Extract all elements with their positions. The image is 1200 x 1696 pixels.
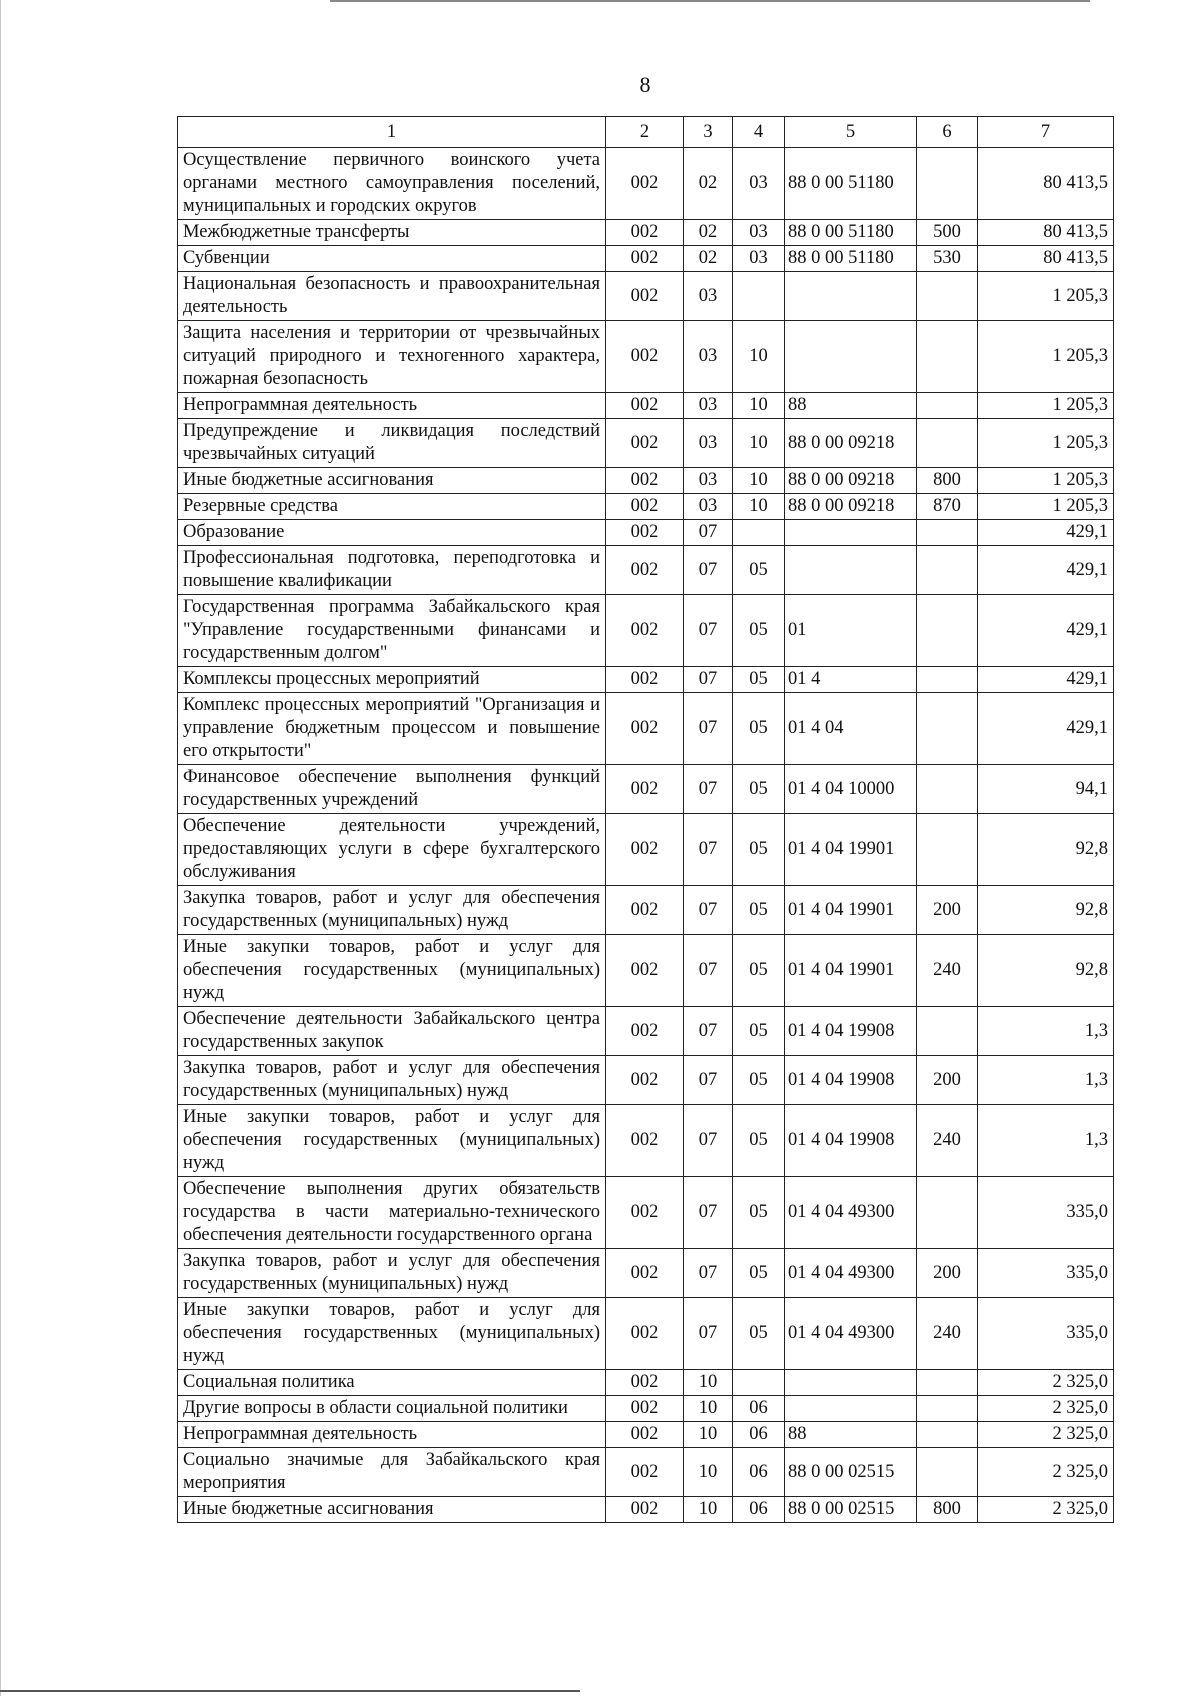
cell-expense-type (917, 814, 978, 886)
cell-expense-type: 870 (917, 494, 978, 520)
cell-section: 07 (684, 1249, 733, 1298)
cell-expense-type (917, 595, 978, 667)
cell-section: 07 (684, 546, 733, 595)
cell-name: Профессиональная подготовка, переподготовка и повышение квалификации (178, 546, 606, 595)
cell-target-article: 88 (785, 1422, 917, 1448)
table-header-row (178, 117, 1114, 148)
cell-amount: 92,8 (978, 814, 1114, 886)
table-row (178, 935, 1114, 1007)
table-row (178, 1105, 1114, 1177)
cell-expense-type: 800 (917, 1497, 978, 1523)
header-col-3: 3 (684, 117, 733, 148)
header-col-6: 6 (917, 117, 978, 148)
table-row (178, 468, 1114, 494)
cell-name: Социальная политика (178, 1370, 606, 1396)
cell-name: Иные бюджетные ассигнования (178, 468, 606, 494)
cell-subsection: 10 (733, 419, 785, 468)
cell-amount: 335,0 (978, 1177, 1114, 1249)
table-row (178, 419, 1114, 468)
cell-expense-type (917, 1448, 978, 1497)
cell-target-article: 01 4 04 10000 (785, 765, 917, 814)
cell-name: Иные закупки товаров, работ и услуг для обеспечения государственных (муниципальных) нужд (178, 1298, 606, 1370)
cell-name: Иные бюджетные ассигнования (178, 1497, 606, 1523)
cell-grbs: 002 (606, 1007, 684, 1056)
cell-grbs: 002 (606, 1396, 684, 1422)
cell-amount: 429,1 (978, 595, 1114, 667)
cell-target-article: 01 4 04 19901 (785, 886, 917, 935)
cell-amount: 80 413,5 (978, 220, 1114, 246)
cell-name: Финансовое обеспечение выполнения функций государственных учреждений (178, 765, 606, 814)
cell-subsection: 06 (733, 1422, 785, 1448)
cell-name: Обеспечение деятельности учреждений, предоставляющих услуги в сфере бухгалтерского обслуживания (178, 814, 606, 886)
cell-subsection: 05 (733, 1105, 785, 1177)
cell-amount: 2 325,0 (978, 1396, 1114, 1422)
cell-subsection: 10 (733, 321, 785, 393)
cell-section: 07 (684, 1177, 733, 1249)
cell-target-article (785, 520, 917, 546)
cell-expense-type: 200 (917, 1249, 978, 1298)
cell-section: 02 (684, 148, 733, 220)
cell-expense-type (917, 321, 978, 393)
cell-subsection: 05 (733, 1298, 785, 1370)
cell-amount: 92,8 (978, 886, 1114, 935)
cell-target-article: 01 4 04 49300 (785, 1298, 917, 1370)
cell-name: Социально значимые для Забайкальского края мероприятия (178, 1448, 606, 1497)
cell-target-article (785, 321, 917, 393)
table-row (178, 272, 1114, 321)
cell-section: 02 (684, 246, 733, 272)
table-row (178, 1448, 1114, 1497)
cell-amount: 1 205,3 (978, 272, 1114, 321)
cell-grbs: 002 (606, 886, 684, 935)
cell-amount: 94,1 (978, 765, 1114, 814)
table-row (178, 1497, 1114, 1523)
cell-target-article: 01 4 04 19908 (785, 1105, 917, 1177)
scan-artifact-bottom (0, 1690, 580, 1692)
table-row (178, 595, 1114, 667)
cell-section: 03 (684, 494, 733, 520)
cell-target-article: 88 0 00 51180 (785, 246, 917, 272)
cell-grbs: 002 (606, 520, 684, 546)
table-row (178, 393, 1114, 419)
table-row (178, 765, 1114, 814)
cell-section: 07 (684, 1105, 733, 1177)
cell-grbs: 002 (606, 935, 684, 1007)
scan-artifact-left (0, 0, 1, 1696)
cell-amount: 429,1 (978, 520, 1114, 546)
cell-grbs: 002 (606, 1298, 684, 1370)
cell-amount: 1,3 (978, 1105, 1114, 1177)
cell-grbs: 002 (606, 667, 684, 693)
cell-expense-type (917, 1370, 978, 1396)
table-row (178, 246, 1114, 272)
cell-subsection: 10 (733, 494, 785, 520)
cell-amount: 1 205,3 (978, 321, 1114, 393)
cell-expense-type (917, 546, 978, 595)
cell-grbs: 002 (606, 321, 684, 393)
cell-subsection: 10 (733, 393, 785, 419)
cell-target-article (785, 1370, 917, 1396)
cell-section: 10 (684, 1396, 733, 1422)
cell-target-article: 88 0 00 09218 (785, 494, 917, 520)
table-row (178, 886, 1114, 935)
table-row (178, 546, 1114, 595)
cell-section: 07 (684, 520, 733, 546)
cell-subsection: 03 (733, 246, 785, 272)
cell-grbs: 002 (606, 494, 684, 520)
cell-grbs: 002 (606, 1056, 684, 1105)
cell-expense-type (917, 1177, 978, 1249)
cell-grbs: 002 (606, 1422, 684, 1448)
cell-subsection (733, 272, 785, 321)
cell-target-article (785, 546, 917, 595)
cell-grbs: 002 (606, 693, 684, 765)
header-col-2: 2 (606, 117, 684, 148)
cell-target-article: 88 0 00 02515 (785, 1448, 917, 1497)
cell-expense-type (917, 520, 978, 546)
cell-amount: 335,0 (978, 1249, 1114, 1298)
header-col-4: 4 (733, 117, 785, 148)
table-row (178, 1396, 1114, 1422)
table-row (178, 814, 1114, 886)
header-col-5: 5 (785, 117, 917, 148)
cell-target-article: 01 4 04 19901 (785, 935, 917, 1007)
cell-section: 03 (684, 393, 733, 419)
cell-grbs: 002 (606, 148, 684, 220)
cell-subsection: 05 (733, 667, 785, 693)
cell-target-article: 01 4 (785, 667, 917, 693)
cell-section: 07 (684, 1056, 733, 1105)
cell-name: Осуществление первичного воинского учета органами местного самоуправления поселений, муниципальных и городских округов (178, 148, 606, 220)
cell-amount: 2 325,0 (978, 1448, 1114, 1497)
cell-grbs: 002 (606, 393, 684, 419)
cell-expense-type: 240 (917, 1105, 978, 1177)
cell-subsection: 03 (733, 220, 785, 246)
cell-section: 07 (684, 693, 733, 765)
cell-grbs: 002 (606, 765, 684, 814)
cell-name: Иные закупки товаров, работ и услуг для обеспечения государственных (муниципальных) нужд (178, 1105, 606, 1177)
cell-subsection: 06 (733, 1497, 785, 1523)
cell-grbs: 002 (606, 1249, 684, 1298)
table-row (178, 693, 1114, 765)
page-number: 8 (639, 72, 651, 97)
cell-target-article: 01 4 04 19901 (785, 814, 917, 886)
table-row (178, 1177, 1114, 1249)
cell-grbs: 002 (606, 1177, 684, 1249)
cell-amount: 1 205,3 (978, 419, 1114, 468)
cell-expense-type (917, 667, 978, 693)
cell-target-article (785, 272, 917, 321)
cell-expense-type: 200 (917, 886, 978, 935)
cell-expense-type: 530 (917, 246, 978, 272)
cell-grbs: 002 (606, 546, 684, 595)
cell-expense-type: 240 (917, 935, 978, 1007)
cell-amount: 80 413,5 (978, 148, 1114, 220)
cell-name: Обеспечение деятельности Забайкальского центра государственных закупок (178, 1007, 606, 1056)
cell-target-article: 88 0 00 09218 (785, 468, 917, 494)
cell-section: 07 (684, 1298, 733, 1370)
cell-amount: 1,3 (978, 1007, 1114, 1056)
cell-section: 10 (684, 1370, 733, 1396)
scan-artifact-top (330, 0, 1090, 2)
cell-section: 07 (684, 886, 733, 935)
table-row (178, 1370, 1114, 1396)
cell-target-article: 01 4 04 (785, 693, 917, 765)
cell-name: Предупреждение и ликвидация последствий чрезвычайных ситуаций (178, 419, 606, 468)
cell-grbs: 002 (606, 220, 684, 246)
cell-subsection: 05 (733, 1056, 785, 1105)
cell-subsection (733, 520, 785, 546)
cell-name: Государственная программа Забайкальского края "Управление государственными финансами и государственным долгом" (178, 595, 606, 667)
table-row (178, 148, 1114, 220)
table-row (178, 1422, 1114, 1448)
cell-section: 07 (684, 814, 733, 886)
cell-expense-type: 800 (917, 468, 978, 494)
cell-subsection: 03 (733, 148, 785, 220)
cell-expense-type (917, 148, 978, 220)
cell-subsection: 05 (733, 693, 785, 765)
table-row (178, 1298, 1114, 1370)
cell-section: 07 (684, 765, 733, 814)
cell-subsection: 06 (733, 1396, 785, 1422)
cell-section: 02 (684, 220, 733, 246)
cell-section: 10 (684, 1448, 733, 1497)
cell-grbs: 002 (606, 595, 684, 667)
cell-amount: 335,0 (978, 1298, 1114, 1370)
cell-target-article (785, 1396, 917, 1422)
table-row (178, 321, 1114, 393)
cell-target-article: 88 0 00 09218 (785, 419, 917, 468)
table-row (178, 1007, 1114, 1056)
cell-expense-type (917, 765, 978, 814)
table-row (178, 667, 1114, 693)
cell-subsection: 05 (733, 886, 785, 935)
cell-expense-type (917, 419, 978, 468)
cell-name: Обеспечение выполнения других обязательств государства в части материально-технического обеспечения деятельности государственного органа (178, 1177, 606, 1249)
cell-subsection: 06 (733, 1448, 785, 1497)
cell-target-article: 01 (785, 595, 917, 667)
cell-grbs: 002 (606, 1497, 684, 1523)
cell-target-article: 88 0 00 02515 (785, 1497, 917, 1523)
cell-name: Закупка товаров, работ и услуг для обеспечения государственных (муниципальных) нужд (178, 1056, 606, 1105)
table-row (178, 1249, 1114, 1298)
cell-section: 07 (684, 667, 733, 693)
cell-target-article: 01 4 04 49300 (785, 1177, 917, 1249)
table-body (178, 148, 1114, 1523)
cell-subsection: 10 (733, 468, 785, 494)
cell-expense-type (917, 1422, 978, 1448)
table-row (178, 1056, 1114, 1105)
cell-target-article: 01 4 04 19908 (785, 1007, 917, 1056)
cell-subsection: 05 (733, 595, 785, 667)
cell-subsection: 05 (733, 1007, 785, 1056)
cell-section: 03 (684, 272, 733, 321)
cell-target-article: 88 (785, 393, 917, 419)
cell-target-article: 88 0 00 51180 (785, 220, 917, 246)
cell-amount: 2 325,0 (978, 1370, 1114, 1396)
cell-name: Межбюджетные трансферты (178, 220, 606, 246)
cell-amount: 429,1 (978, 693, 1114, 765)
cell-name: Иные закупки товаров, работ и услуг для обеспечения государственных (муниципальных) нужд (178, 935, 606, 1007)
cell-grbs: 002 (606, 272, 684, 321)
cell-target-article: 88 0 00 51180 (785, 148, 917, 220)
cell-name: Защита населения и территории от чрезвычайных ситуаций природного и техногенного характера, пожарная безопасность (178, 321, 606, 393)
cell-amount: 2 325,0 (978, 1497, 1114, 1523)
cell-name: Образование (178, 520, 606, 546)
cell-section: 07 (684, 935, 733, 1007)
cell-expense-type: 240 (917, 1298, 978, 1370)
table-row (178, 520, 1114, 546)
cell-grbs: 002 (606, 246, 684, 272)
cell-subsection: 05 (733, 935, 785, 1007)
cell-subsection (733, 1370, 785, 1396)
cell-section: 03 (684, 468, 733, 494)
cell-amount: 92,8 (978, 935, 1114, 1007)
cell-subsection: 05 (733, 546, 785, 595)
cell-name: Непрограммная деятельность (178, 393, 606, 419)
cell-section: 10 (684, 1422, 733, 1448)
cell-expense-type: 500 (917, 220, 978, 246)
cell-subsection: 05 (733, 1249, 785, 1298)
cell-name: Комплексы процессных мероприятий (178, 667, 606, 693)
cell-amount: 1,3 (978, 1056, 1114, 1105)
cell-grbs: 002 (606, 814, 684, 886)
cell-subsection: 05 (733, 814, 785, 886)
cell-section: 10 (684, 1497, 733, 1523)
cell-name: Другие вопросы в области социальной политики (178, 1396, 606, 1422)
cell-target-article: 01 4 04 19908 (785, 1056, 917, 1105)
cell-amount: 1 205,3 (978, 393, 1114, 419)
cell-amount: 429,1 (978, 667, 1114, 693)
cell-name: Непрограммная деятельность (178, 1422, 606, 1448)
cell-section: 03 (684, 321, 733, 393)
cell-grbs: 002 (606, 1448, 684, 1497)
cell-name: Национальная безопасность и правоохранительная деятельность (178, 272, 606, 321)
header-col-1: 1 (178, 117, 606, 148)
cell-subsection: 05 (733, 1177, 785, 1249)
cell-expense-type (917, 693, 978, 765)
cell-subsection: 05 (733, 765, 785, 814)
cell-amount: 1 205,3 (978, 494, 1114, 520)
cell-target-article: 01 4 04 49300 (785, 1249, 917, 1298)
cell-name: Закупка товаров, работ и услуг для обеспечения государственных (муниципальных) нужд (178, 886, 606, 935)
cell-section: 07 (684, 595, 733, 667)
cell-amount: 1 205,3 (978, 468, 1114, 494)
table-row (178, 220, 1114, 246)
cell-expense-type (917, 272, 978, 321)
table-row (178, 494, 1114, 520)
budget-table (177, 116, 1114, 1523)
cell-expense-type: 200 (917, 1056, 978, 1105)
cell-name: Закупка товаров, работ и услуг для обеспечения государственных (муниципальных) нужд (178, 1249, 606, 1298)
cell-grbs: 002 (606, 419, 684, 468)
cell-amount: 2 325,0 (978, 1422, 1114, 1448)
cell-grbs: 002 (606, 1370, 684, 1396)
cell-name: Резервные средства (178, 494, 606, 520)
cell-name: Субвенции (178, 246, 606, 272)
cell-expense-type (917, 393, 978, 419)
cell-grbs: 002 (606, 1105, 684, 1177)
cell-amount: 80 413,5 (978, 246, 1114, 272)
cell-section: 07 (684, 1007, 733, 1056)
cell-grbs: 002 (606, 468, 684, 494)
cell-expense-type (917, 1396, 978, 1422)
cell-expense-type (917, 1007, 978, 1056)
cell-name: Комплекс процессных мероприятий "Организация и управление бюджетным процессом и повышение его открытости" (178, 693, 606, 765)
header-col-7: 7 (978, 117, 1114, 148)
cell-amount: 429,1 (978, 546, 1114, 595)
cell-section: 03 (684, 419, 733, 468)
